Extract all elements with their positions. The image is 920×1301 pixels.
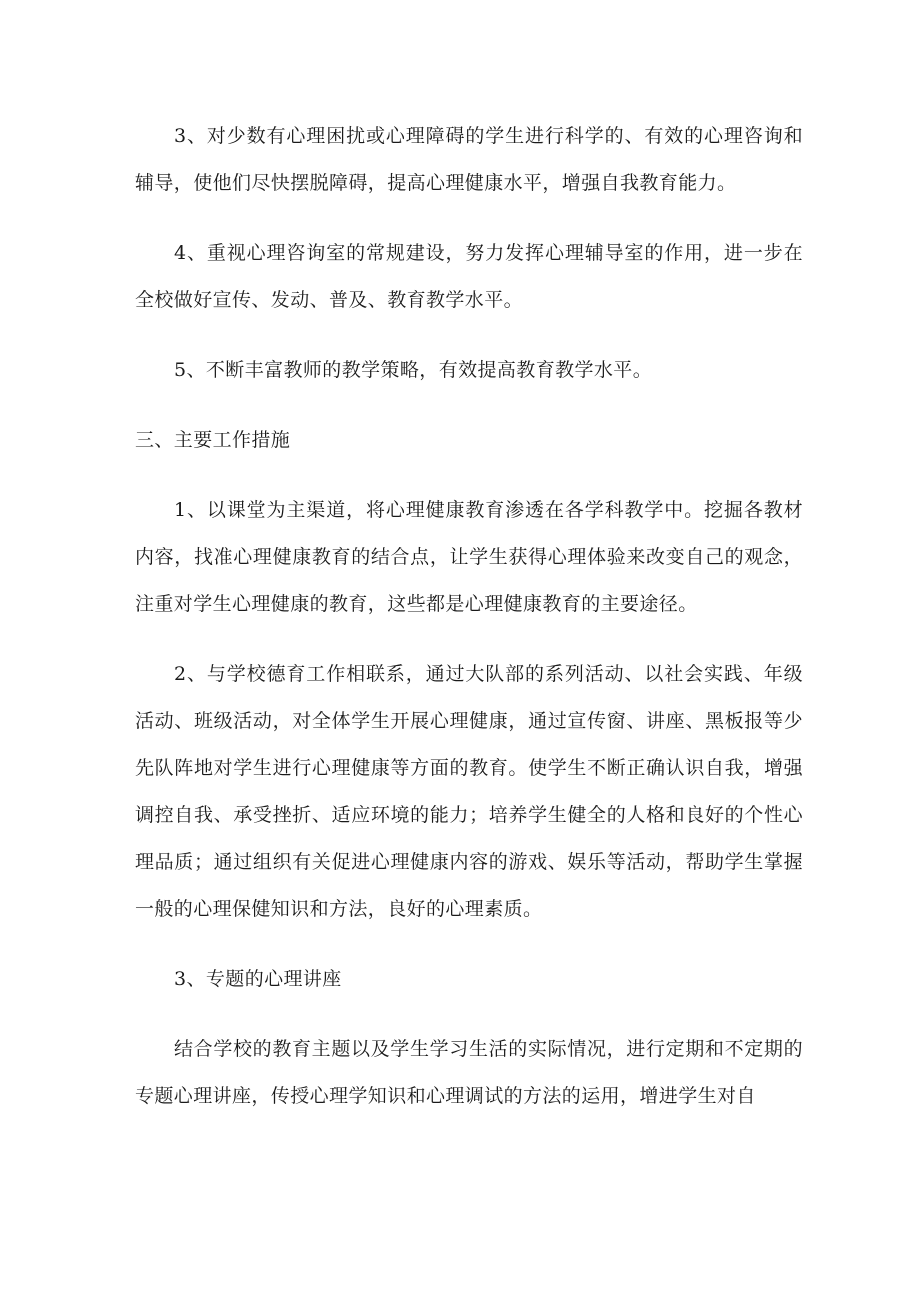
document-body bbox=[135, 113, 803, 1120]
measure-item-2: 2、与学校德育工作相联系，通过大队部的系列活动、以社会实践、年级活动、班级活动，对全体学生开展心理健康，通过宣传窗、讲座、黑板报等少先队阵地对学生进行心理健康等方面的教育。使学生不断正确认识自我，增强调控自我、承受挫折、适应环境的能力；培养学生健全的人格和良好的个性心理品质；通过组织有关促进心理健康内容的游戏、娱乐等活动，帮助学生掌握一般的心理保健知识和方法，良好的心理素质。 bbox=[135, 663, 803, 920]
measure-item-3-title: 3、专题的心理讲座 bbox=[174, 968, 342, 990]
section-heading: 三、主要工作措施 bbox=[135, 429, 291, 451]
measure-item-3-body: 结合学校的教育主题以及学生学习生活的实际情况，进行定期和不定期的专题心理讲座，传授心理学知识和心理调试的方法的运用，增进学生对自 bbox=[135, 1038, 803, 1107]
paragraph-item-4: 4、重视心理咨询室的常规建设，努力发挥心理辅导室的作用，进一步在全校做好宣传、发动、普及、教育教学水平。 bbox=[135, 242, 803, 311]
paragraph-item-3: 3、对少数有心理困扰或心理障碍的学生进行科学的、有效的心理咨询和辅导，使他们尽快摆脱障碍，提高心理健康水平，增强自我教育能力。 bbox=[135, 125, 803, 194]
measure-item-1: 1、以课堂为主渠道，将心理健康教育渗透在各学科教学中。挖掘各教材内容，找准心理健康教育的结合点，让学生获得心理体验来改变自己的观念，注重对学生心理健康的教育，这些都是心理健康教育的主要途径。 bbox=[135, 499, 803, 615]
paragraph-item-5: 5、不断丰富教师的教学策略，有效提高教育教学水平。 bbox=[174, 359, 653, 381]
